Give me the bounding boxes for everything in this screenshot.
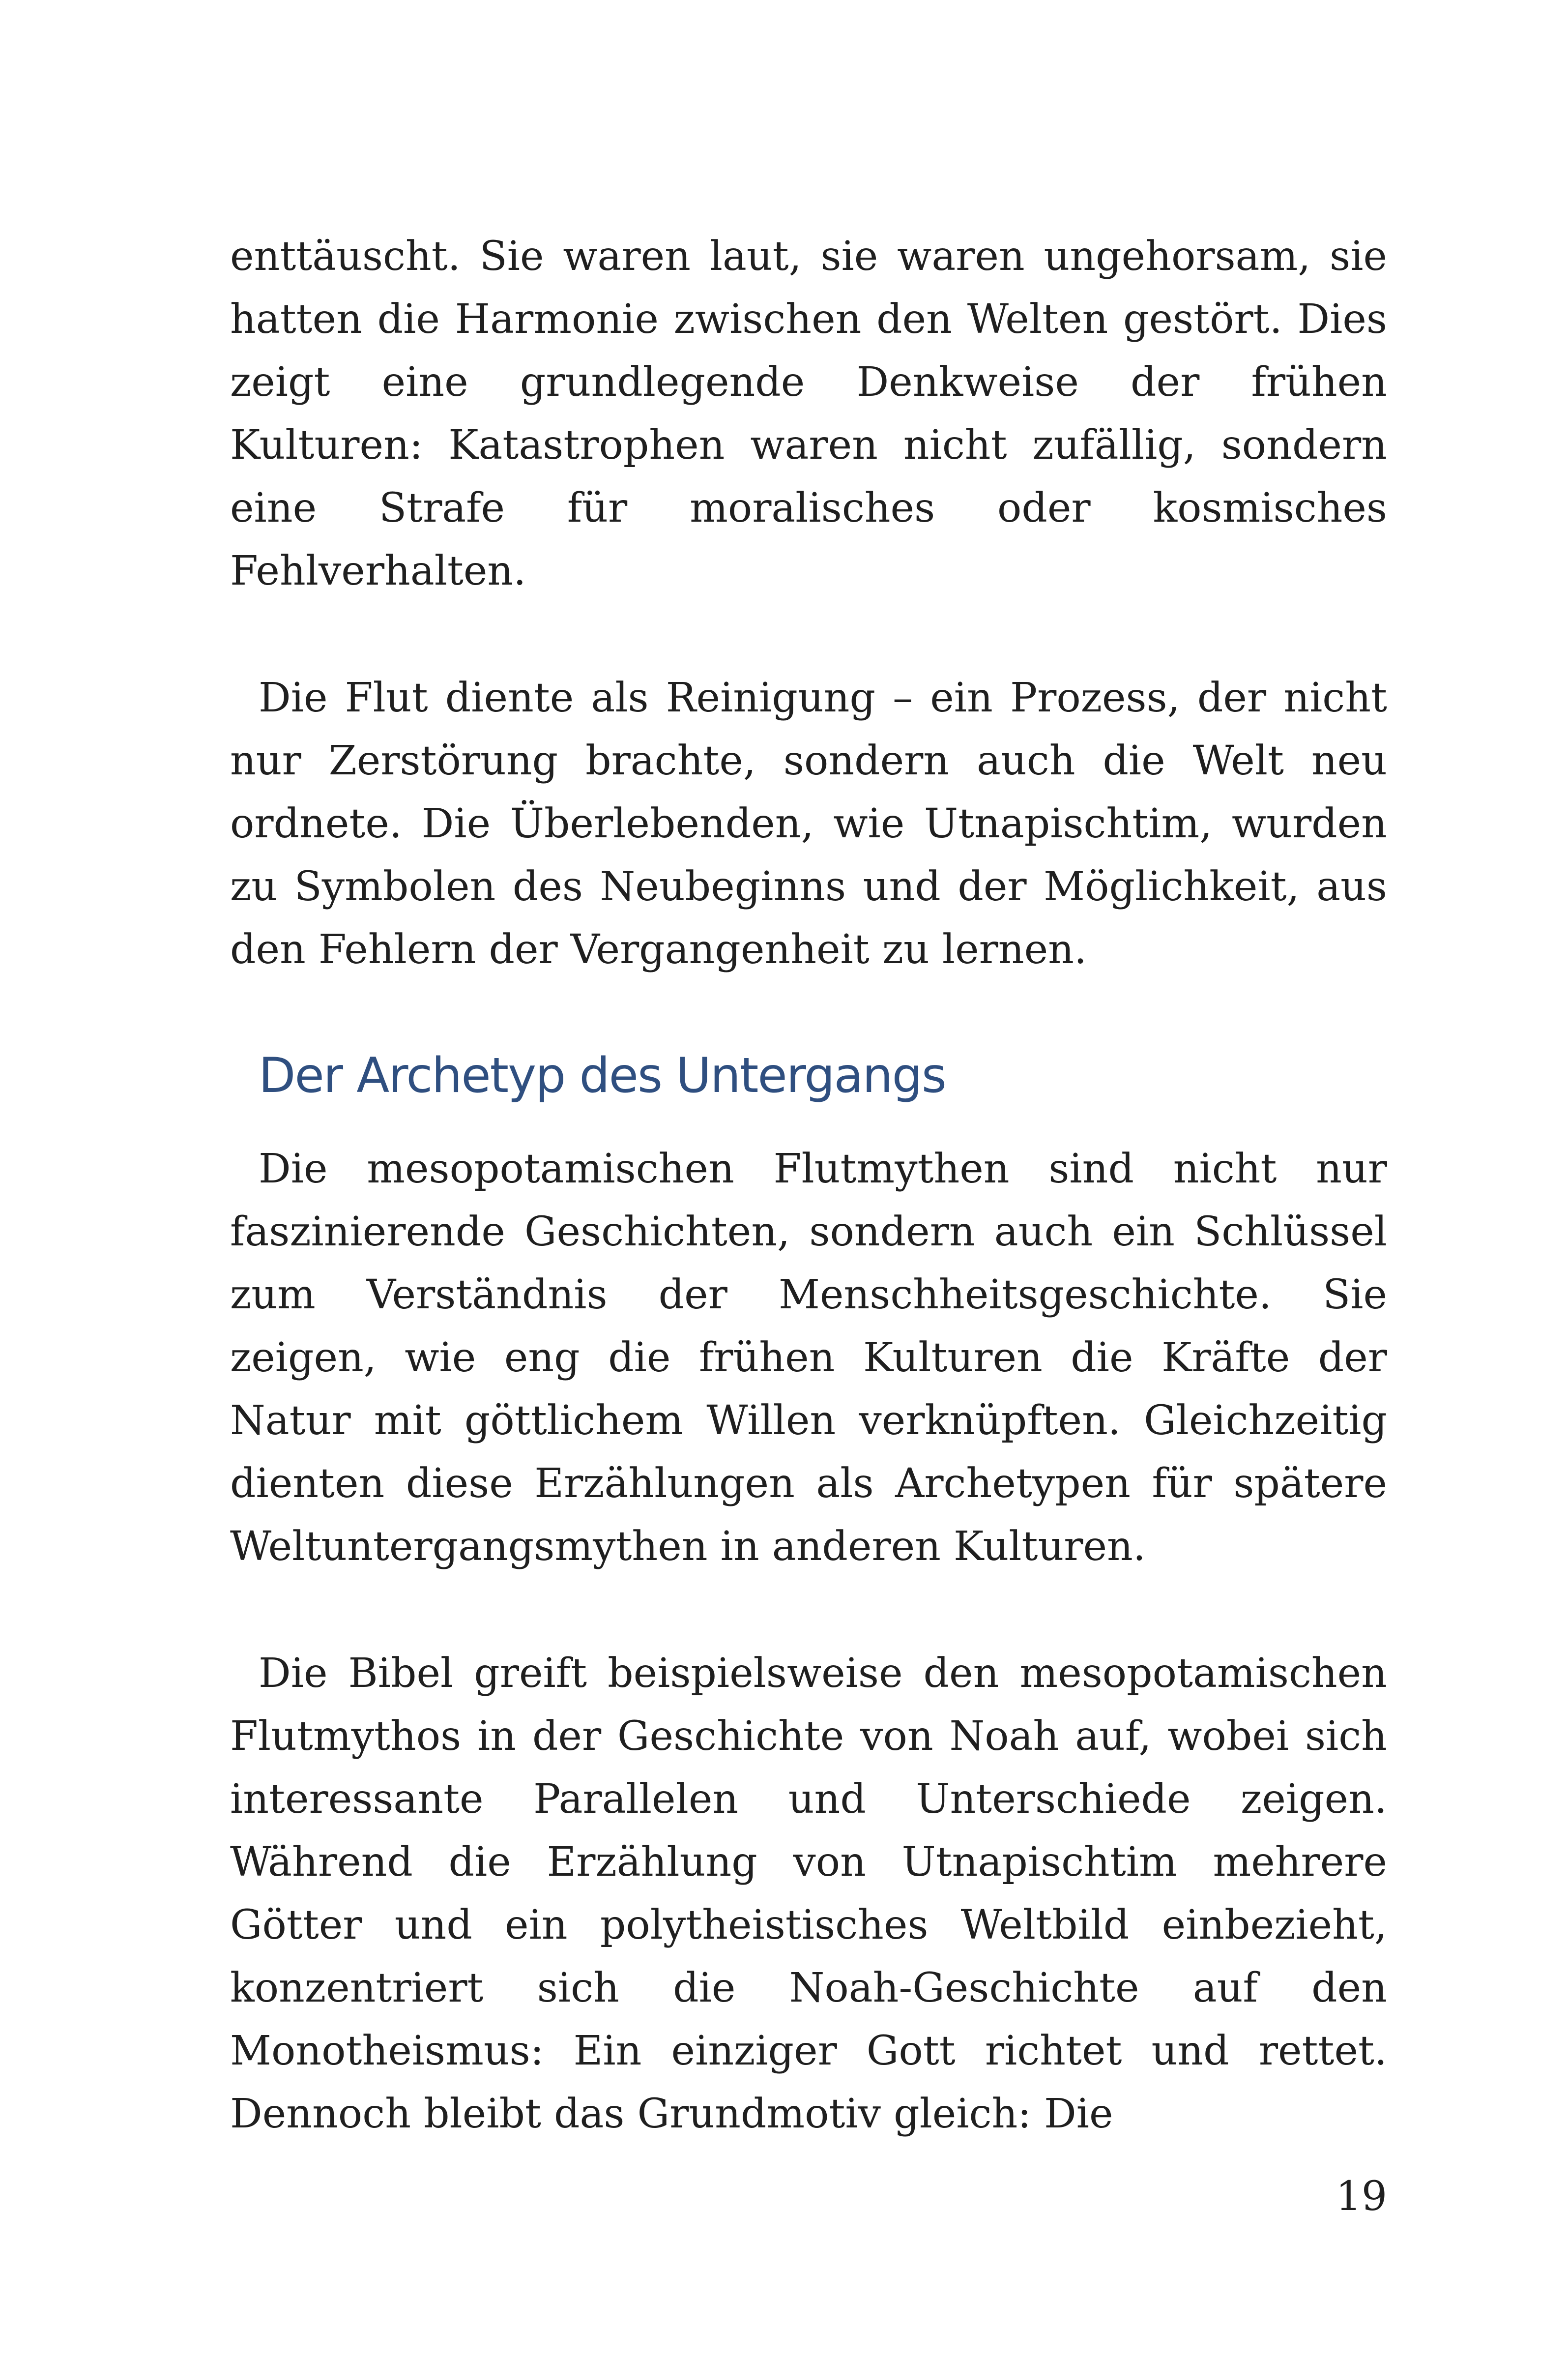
page-body	[230, 225, 1387, 2146]
body-paragraph: Die Flut diente als Reinigung – ein Prozess, der nicht nur Zerstörung brachte, sondern auch die Welt neu ordnete. Die Überlebenden, wie Utnapischtim, wurden zu Symbolen des Neubeginns und der Möglichkeit, aus den Fehlern der Vergangenheit zu lernen.	[230, 675, 1387, 973]
heading-spacer	[230, 1107, 1387, 1138]
page-number: 19	[1336, 2173, 1387, 2220]
body-paragraph: Die Bibel greift beispielsweise den mesopotamischen Flutmythos in der Geschichte von Noah auf, wobei sich interessante Parallelen und Unterschiede zeigen. Während die Erzählung von Utnapischtim mehrere Götter und ein polytheistisches Weltbild einbezieht, konzentriert sich die Noah-Geschichte auf den Monotheismus: Ein einziger Gott richtet und rettet. Dennoch bleibt das Grundmotiv gleich: Die	[230, 1650, 1387, 2137]
section-heading: Der Archetyp des Untergangs	[259, 1048, 946, 1104]
paragraph-spacer	[230, 981, 1387, 1044]
paragraph-spacer	[230, 1578, 1387, 1642]
paragraph-spacer	[230, 603, 1387, 667]
body-paragraph: enttäuscht. Sie waren laut, sie waren ungehorsam, sie hatten die Harmonie zwischen den Welten gestört. Dies zeigt eine grundlegende Denkweise der frühen Kulturen: Katastrophen waren nicht zufällig, sondern eine Strafe für moralisches oder kosmisches Fehlverhalten.	[230, 233, 1387, 594]
body-paragraph: Die mesopotamischen Flutmythen sind nicht nur faszinierende Geschichten, sondern auch ein Schlüssel zum Verständnis der Menschheitsgeschichte. Sie zeigen, wie eng die frühen Kulturen die Kräfte der Natur mit göttlichem Willen verknüpften. Gleichzeitig dienten diese Erzählungen als Archetypen für spätere Weltuntergangsmythen in anderen Kulturen.	[230, 1146, 1387, 1570]
